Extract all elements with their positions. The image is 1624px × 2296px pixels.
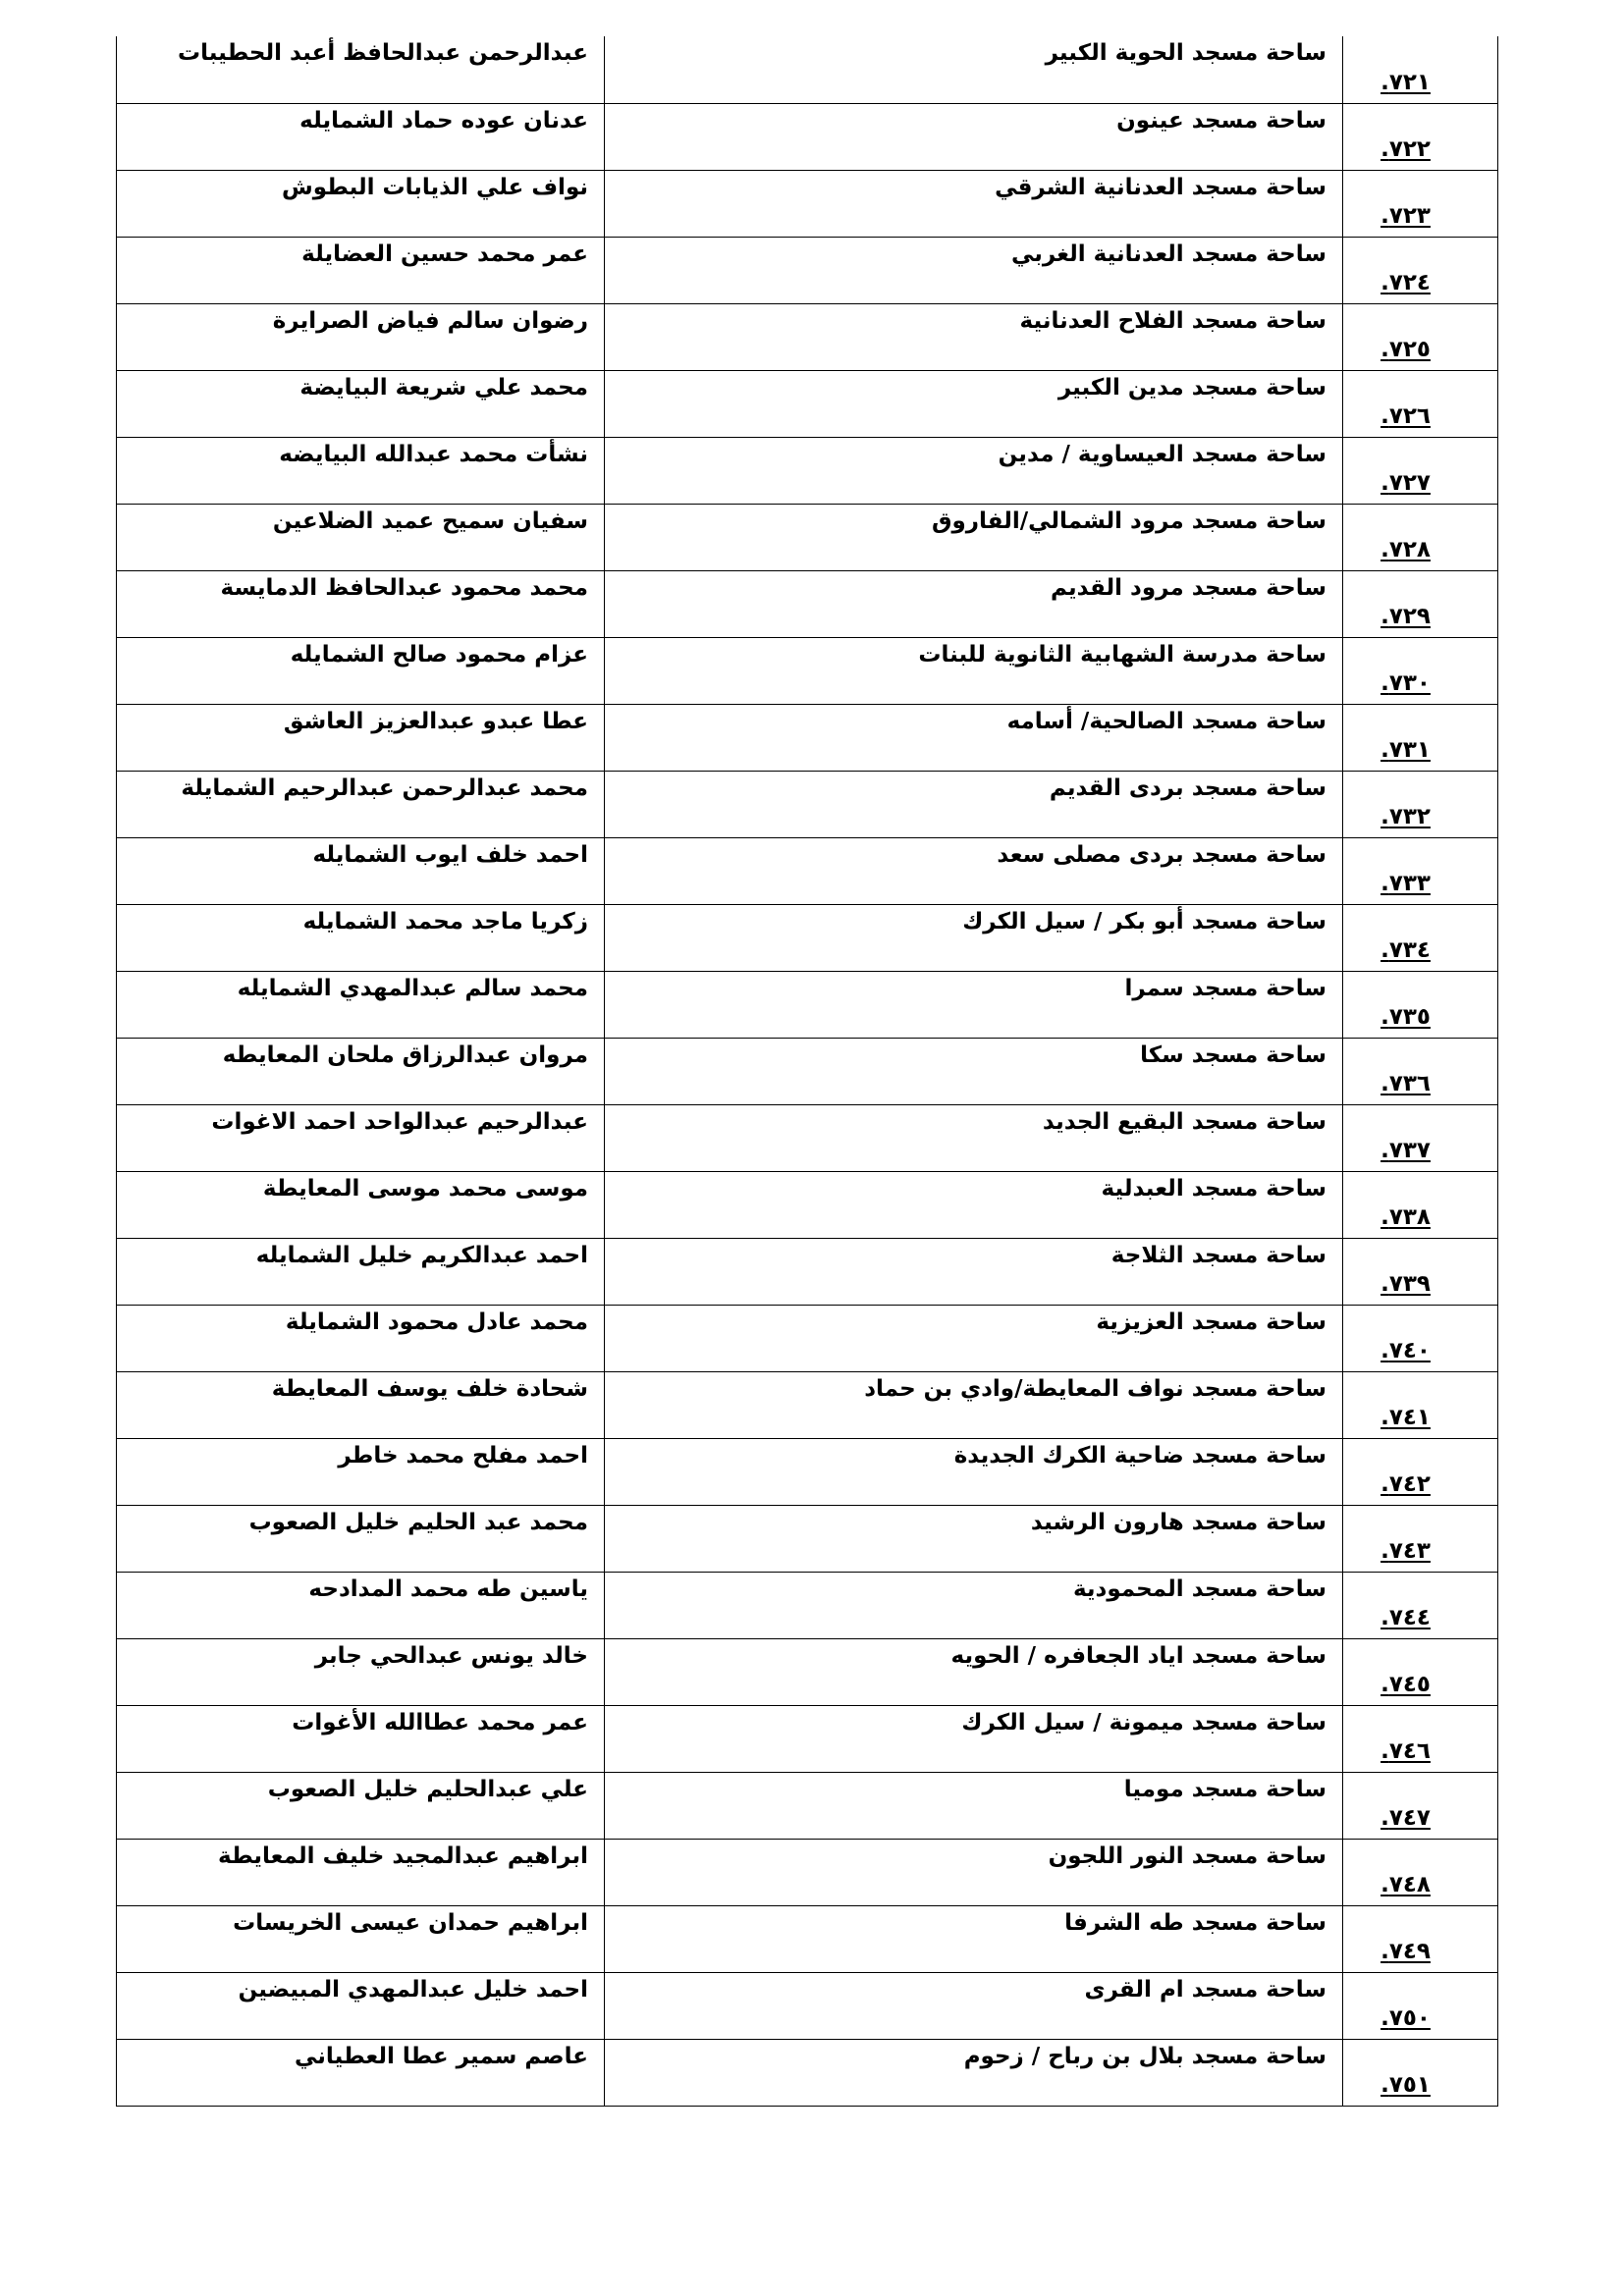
location-cell: ساحة مسجد بردى مصلى سعد [605, 837, 1343, 904]
row-number: ٧٢٦. [1380, 402, 1431, 429]
row-number-cell [1343, 704, 1498, 771]
row-number: ٧٣٩. [1380, 1270, 1431, 1297]
row-number-cell [1343, 1438, 1498, 1505]
person-name-cell: محمد عبدالرحمن عبدالرحيم الشمايلة [117, 771, 605, 837]
location-cell: ساحة مسجد ام القرى [605, 1972, 1343, 2039]
table-row [117, 1305, 1498, 1371]
row-number: ٧٤٧. [1380, 1804, 1431, 1831]
row-number: ٧٢٣. [1380, 202, 1431, 229]
location-cell: ساحة مسجد نواف المعايطة/وادي بن حماد [605, 1371, 1343, 1438]
location-cell: ساحة مسجد موميا [605, 1772, 1343, 1839]
row-number: ٧٤٥. [1380, 1671, 1431, 1697]
row-number-cell [1343, 1972, 1498, 2039]
person-name-cell: ابراهيم عبدالمجيد خليف المعايطة [117, 1839, 605, 1905]
table-row [117, 837, 1498, 904]
table-row [117, 971, 1498, 1038]
row-number: ٧٤٩. [1380, 1938, 1431, 1964]
table-row [117, 1638, 1498, 1705]
person-name-cell: احمد مفلح محمد خاطر [117, 1438, 605, 1505]
person-name-cell: عبدالرحيم عبدالواحد احمد الاغوات [117, 1104, 605, 1171]
row-number-cell [1343, 570, 1498, 637]
location-cell: ساحة مسجد هارون الرشيد [605, 1505, 1343, 1572]
row-number-cell [1343, 1104, 1498, 1171]
location-cell: ساحة مسجد العزيزية [605, 1305, 1343, 1371]
location-cell: ساحة مسجد المحمودية [605, 1572, 1343, 1638]
row-number-cell [1343, 637, 1498, 704]
row-number: ٧٤١. [1380, 1404, 1431, 1430]
row-number: ٧٢٩. [1380, 603, 1431, 629]
table-row [117, 1972, 1498, 2039]
location-cell: ساحة مسجد عينون [605, 103, 1343, 170]
table-row [117, 1038, 1498, 1104]
table-row [117, 370, 1498, 437]
row-number: ٧٥١. [1380, 2071, 1431, 2098]
records-table-body [117, 36, 1498, 2106]
location-cell: ساحة مسجد الفلاح العدنانية [605, 303, 1343, 370]
location-cell: ساحة مسجد الحوية الكبير [605, 36, 1343, 103]
table-row [117, 1438, 1498, 1505]
location-cell: ساحة مسجد البقيع الجديد [605, 1104, 1343, 1171]
table-row [117, 36, 1498, 103]
row-number-cell [1343, 36, 1498, 103]
person-name-cell: محمد عبد الحليم خليل الصعوب [117, 1505, 605, 1572]
person-name-cell: موسى محمد موسى المعايطة [117, 1171, 605, 1238]
table-row [117, 170, 1498, 237]
row-number-cell [1343, 1905, 1498, 1972]
table-row [117, 771, 1498, 837]
row-number: ٧٢٤. [1380, 269, 1431, 295]
person-name-cell: عاصم سمير عطا العطياني [117, 2039, 605, 2106]
row-number-cell [1343, 1772, 1498, 1839]
person-name-cell: خالد يونس عبدالحي جابر [117, 1638, 605, 1705]
row-number: ٧٣٥. [1380, 1003, 1431, 1030]
location-cell: ساحة مسجد مرود الشمالي/الفاروق [605, 504, 1343, 570]
row-number: ٧٣١. [1380, 736, 1431, 763]
table-row [117, 637, 1498, 704]
person-name-cell: رضوان سالم فياض الصرايرة [117, 303, 605, 370]
location-cell: ساحة مسجد بردى القديم [605, 771, 1343, 837]
location-cell: ساحة مسجد الثلاجة [605, 1238, 1343, 1305]
records-table [116, 36, 1498, 2107]
row-number: ٧٤٦. [1380, 1737, 1431, 1764]
row-number: ٧٤٣. [1380, 1537, 1431, 1564]
person-name-cell: محمد محمود عبدالحافظ الدمايسة [117, 570, 605, 637]
row-number-cell [1343, 904, 1498, 971]
row-number-cell [1343, 370, 1498, 437]
person-name-cell: عطا عبدو عبدالعزيز العاشق [117, 704, 605, 771]
table-row [117, 303, 1498, 370]
row-number: ٧٣٨. [1380, 1203, 1431, 1230]
row-number: ٧٣٢. [1380, 803, 1431, 829]
person-name-cell: محمد عادل محمود الشمايلة [117, 1305, 605, 1371]
row-number: ٧٤٢. [1380, 1470, 1431, 1497]
person-name-cell: عمر محمد عطاالله الأغوات [117, 1705, 605, 1772]
row-number-cell [1343, 1038, 1498, 1104]
table-row [117, 237, 1498, 303]
table-row [117, 1505, 1498, 1572]
row-number-cell [1343, 1505, 1498, 1572]
location-cell: ساحة مسجد مدين الكبير [605, 370, 1343, 437]
person-name-cell: احمد خلف ايوب الشمايله [117, 837, 605, 904]
row-number: ٧٢٧. [1380, 469, 1431, 496]
location-cell: ساحة مسجد مرود القديم [605, 570, 1343, 637]
location-cell: ساحة مسجد العدنانية الشرقي [605, 170, 1343, 237]
row-number-cell [1343, 237, 1498, 303]
table-row [117, 2039, 1498, 2106]
row-number: ٧٢٢. [1380, 135, 1431, 162]
row-number: ٧٢٨. [1380, 536, 1431, 562]
row-number-cell [1343, 103, 1498, 170]
table-row [117, 1772, 1498, 1839]
row-number: ٧٣٠. [1380, 669, 1431, 696]
person-name-cell: محمد علي شريعة البيايضة [117, 370, 605, 437]
row-number-cell [1343, 1572, 1498, 1638]
location-cell: ساحة مسجد سكا [605, 1038, 1343, 1104]
person-name-cell: عبدالرحمن عبدالحافظ أعبد الحطيبات [117, 36, 605, 103]
person-name-cell: مروان عبدالرزاق ملحان المعايطه [117, 1038, 605, 1104]
table-row [117, 1104, 1498, 1171]
location-cell: ساحة مسجد العبدلية [605, 1171, 1343, 1238]
row-number-cell [1343, 1839, 1498, 1905]
location-cell: ساحة مسجد أبو بكر / سيل الكرك [605, 904, 1343, 971]
location-cell: ساحة مسجد النور اللجون [605, 1839, 1343, 1905]
row-number: ٧٤٠. [1380, 1337, 1431, 1363]
person-name-cell: احمد عبدالكريم خليل الشمايله [117, 1238, 605, 1305]
location-cell: ساحة مسجد اياد الجعافره / الحويه [605, 1638, 1343, 1705]
row-number: ٧٣٧. [1380, 1137, 1431, 1163]
table-row [117, 1839, 1498, 1905]
person-name-cell: احمد خليل عبدالمهدي المبيضين [117, 1972, 605, 2039]
table-row [117, 504, 1498, 570]
table-row [117, 1171, 1498, 1238]
table-row [117, 570, 1498, 637]
row-number-cell [1343, 971, 1498, 1038]
row-number-cell [1343, 1705, 1498, 1772]
row-number-cell [1343, 170, 1498, 237]
person-name-cell: سفيان سميح عميد الضلاعين [117, 504, 605, 570]
person-name-cell: عدنان عوده حماد الشمايله [117, 103, 605, 170]
row-number-cell [1343, 837, 1498, 904]
location-cell: ساحة مسجد العدنانية الغربي [605, 237, 1343, 303]
row-number-cell [1343, 437, 1498, 504]
person-name-cell: زكريا ماجد محمد الشمايله [117, 904, 605, 971]
row-number: ٧٢٥. [1380, 336, 1431, 362]
location-cell: ساحة مسجد الصالحية/ أسامه [605, 704, 1343, 771]
row-number-cell [1343, 2039, 1498, 2106]
row-number: ٧٣٤. [1380, 936, 1431, 963]
row-number-cell [1343, 1238, 1498, 1305]
person-name-cell: ابراهيم حمدان عيسى الخريسات [117, 1905, 605, 1972]
row-number: ٧٥٠. [1380, 2004, 1431, 2031]
table-row [117, 437, 1498, 504]
row-number-cell [1343, 303, 1498, 370]
row-number-cell [1343, 1638, 1498, 1705]
table-row [117, 704, 1498, 771]
location-cell: ساحة مسجد بلال بن رباح / زحوم [605, 2039, 1343, 2106]
person-name-cell: نواف علي الذيابات البطوش [117, 170, 605, 237]
table-row [117, 1705, 1498, 1772]
row-number: ٧٤٨. [1380, 1871, 1431, 1897]
person-name-cell: شحادة خلف يوسف المعايطة [117, 1371, 605, 1438]
row-number-cell [1343, 1371, 1498, 1438]
location-cell: ساحة مسجد ميمونة / سيل الكرك [605, 1705, 1343, 1772]
person-name-cell: عمر محمد حسين العضايلة [117, 237, 605, 303]
row-number: ٧٣٦. [1380, 1070, 1431, 1096]
row-number-cell [1343, 1171, 1498, 1238]
location-cell: ساحة مسجد طه الشرفا [605, 1905, 1343, 1972]
location-cell: ساحة مسجد العيساوية / مدين [605, 437, 1343, 504]
person-name-cell: محمد سالم عبدالمهدي الشمايله [117, 971, 605, 1038]
table-row [117, 904, 1498, 971]
location-cell: ساحة مدرسة الشهابية الثانوية للبنات [605, 637, 1343, 704]
table-row [117, 1905, 1498, 1972]
row-number: ٧٤٤. [1380, 1604, 1431, 1630]
table-row [117, 1572, 1498, 1638]
table-row [117, 103, 1498, 170]
location-cell: ساحة مسجد سمرا [605, 971, 1343, 1038]
person-name-cell: ياسين طه محمد المدادحه [117, 1572, 605, 1638]
table-row [117, 1238, 1498, 1305]
row-number: ٧٢١. [1380, 69, 1431, 95]
location-cell: ساحة مسجد ضاحية الكرك الجديدة [605, 1438, 1343, 1505]
row-number-cell [1343, 504, 1498, 570]
person-name-cell: علي عبدالحليم خليل الصعوب [117, 1772, 605, 1839]
table-row [117, 1371, 1498, 1438]
person-name-cell: عزام محمود صالح الشمايله [117, 637, 605, 704]
person-name-cell: نشأت محمد عبدالله البيايضه [117, 437, 605, 504]
row-number-cell [1343, 771, 1498, 837]
row-number-cell [1343, 1305, 1498, 1371]
row-number: ٧٣٣. [1380, 870, 1431, 896]
